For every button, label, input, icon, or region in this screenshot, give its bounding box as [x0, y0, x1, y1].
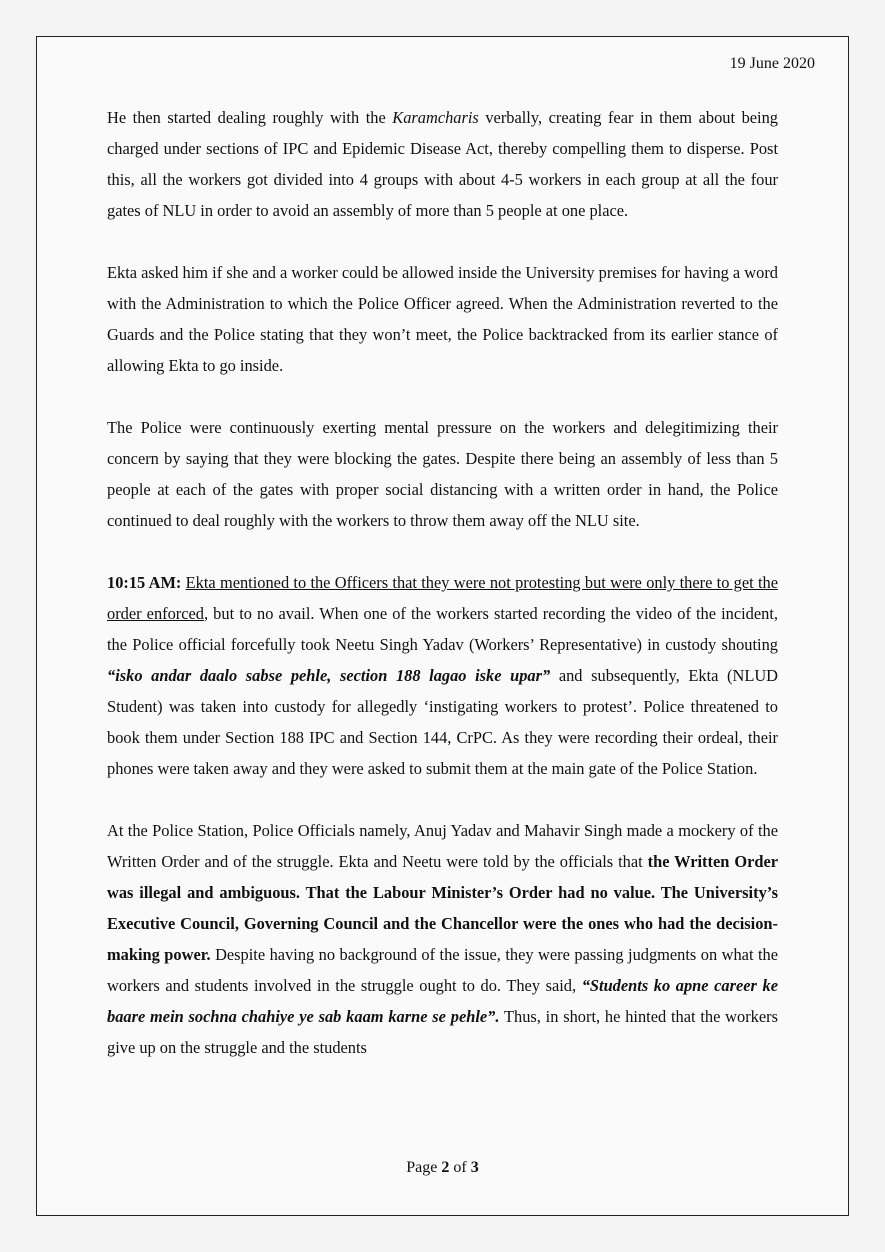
p5-text-c: Thus, in short, he hinted that the workers give up on the struggle and the students	[107, 1007, 778, 1057]
p5-text-b: Despite having no background of the issue, they were passing judgments on what the workers and students involved in the struggle ought to do. They said,	[107, 945, 779, 995]
paragraph-3: The Police were continuously exerting mental pressure on the workers and delegitimizing their concern by saying that they were blocking the gates. Despite there being an assembly of less than 5 people at each of the gates with proper social distancing with a written order in hand, the Police continued to deal roughly with the workers to throw them away off the NLU site.	[107, 418, 778, 530]
p5-bold-text: the Written Order was illegal and ambiguous. That the Labour Minister’s Order had no value. The University’s Executive Council, Governing Council and the Chancellor were the ones who had the decision-making power.	[107, 852, 779, 964]
p4-text-b: and subsequently, Ekta (NLUD Student) was taken into custody for allegedly ‘instigating workers to protest’. Police threatened to book them under Section 188 IPC and Section 144, CrPC. As they were recording their ordeal, their phones were taken away and they were asked to submit them at the main gate of the Police Station.	[107, 666, 779, 778]
p4-quote: “isko andar daalo sabse pehle, section 188 lagao iske upar”	[107, 666, 551, 685]
paragraph-5	[107, 815, 778, 1063]
timestamp-label: 10:15 AM:	[107, 573, 182, 592]
document-body	[107, 102, 778, 1063]
p5-quote: “Students ko apne career ke baare mein sochna chahiye ye sab kaam karne se pehle”.	[107, 976, 778, 1026]
footer-middle: of	[449, 1159, 471, 1176]
p5-text-a: At the Police Station, Police Officials namely, Anuj Yadav and Mahavir Singh made a mockery of the Written Order and of the struggle. Ekta and Neetu were told by the officials that	[107, 821, 778, 871]
footer-current-page: 2	[441, 1159, 450, 1176]
p1-text-c: verbally, creating fear in them about being charged under sections of IPC and Epidemic Disease Act, thereby compelling them to disperse. Post this, all the workers got divided into 4 groups with about 4-5 workers in each group at all the four gates of NLU in order to avoid an assembly of more than 5 people at one place.	[107, 108, 778, 220]
page-footer	[0, 1158, 885, 1178]
paragraph-4	[107, 567, 778, 784]
p1-text-a: He then started dealing roughly with the	[107, 108, 393, 127]
p1-italic-term: Karamcharis	[392, 108, 479, 127]
p4-text-a: , but to no avail. When one of the workers started recording the video of the incident, the Police official forcefully took Neetu Singh Yadav (Workers’ Representative) in custody shouting	[107, 604, 778, 654]
paragraph-1	[107, 102, 778, 226]
footer-total-pages: 3	[470, 1159, 479, 1176]
document-date: 19 June 2020	[729, 55, 815, 72]
footer-prefix: Page	[406, 1159, 442, 1176]
p4-underlined-text: Ekta mentioned to the Officers that they were not protesting but were only there to get the order enforced	[107, 573, 778, 623]
paragraph-2: Ekta asked him if she and a worker could be allowed inside the University premises for having a word with the Administration to which the Police Officer agreed. When the Administration reverted to the Guards and the Police stating that they won’t meet, the Police backtracked from its earlier stance of allowing Ekta to go inside.	[107, 263, 778, 375]
